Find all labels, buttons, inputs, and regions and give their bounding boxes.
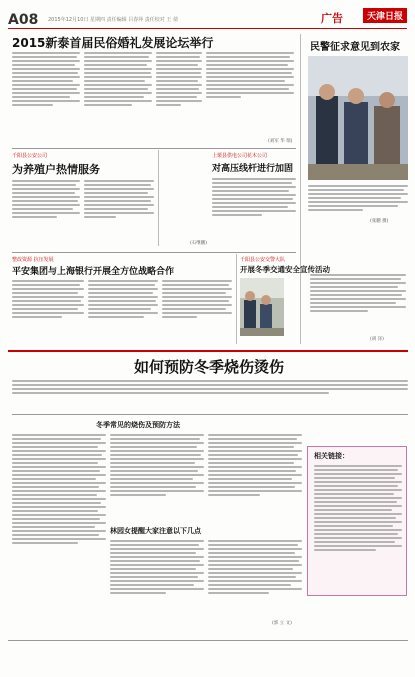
article-body-3b [84, 178, 154, 240]
related-links-title: 相关链接： [314, 452, 349, 460]
traffic-safety-photo [240, 278, 284, 336]
article-title-4: 对高压线杆进行加固 [212, 164, 294, 174]
article-kicker-3: 千阳县公安公司 [12, 153, 48, 159]
article-body-1d [206, 50, 294, 142]
article-kicker-6: 千阳县公安交警大队 [240, 257, 286, 263]
article-body-1c [156, 50, 202, 142]
column-divider [300, 34, 301, 344]
police-visit-photo [308, 56, 408, 180]
article-body-4 [212, 176, 296, 246]
feature-col-4 [110, 538, 204, 618]
feature-top-rule [8, 350, 408, 352]
page-number: A08 [8, 12, 39, 28]
article-body-1b [84, 50, 152, 142]
feature-lead [12, 378, 408, 410]
article-title-2: 民警征求意见到农家 [310, 42, 400, 53]
article-body-5a [12, 278, 84, 340]
section-rule-2 [12, 252, 296, 253]
feature-byline: (郭 立 文) [272, 621, 292, 626]
article-title-6: 开展冬季交通安全宣传活动 [240, 265, 330, 274]
related-links-body [314, 463, 402, 593]
byline-2: (石继鹏) [190, 241, 208, 246]
photo-credit-1: (张鹏 摄) [370, 219, 389, 224]
article-kicker-4: 上栗县供电公司花木公司 [212, 153, 268, 159]
feature-rule [12, 414, 408, 415]
article-title-1: 2015新泰首届民俗婚礼发展论坛举行 [12, 36, 214, 50]
article-body-1a [12, 50, 80, 142]
feature-col-1 [12, 432, 106, 592]
section-rule-1 [12, 148, 296, 149]
column-divider-2 [158, 150, 159, 246]
header-rule [8, 28, 407, 29]
article-title-3: 为养殖户热情服务 [12, 163, 100, 176]
article-title-5: 平安集团与上海银行开展全方位战略合作 [12, 267, 175, 277]
feature-col-2 [110, 432, 204, 522]
article-body-5c [162, 278, 232, 340]
article-kicker-5: 整改资源 抗压发展 [12, 257, 54, 263]
section-label: 广告 [321, 12, 343, 25]
page-bottom-rule [8, 640, 408, 641]
feature-sub-heading-2: 林园女提醒大家注意以下几点 [110, 527, 201, 535]
byline-1: (刘军 华 瑞) [268, 139, 293, 144]
dateline: 2015年12月10日 星期四 责任编辑 吕春萍 责任校对 王 倩 [48, 17, 178, 23]
article-body-6 [310, 272, 406, 313]
photo-caption-1 [308, 183, 408, 212]
feature-title: 如何预防冬季烧伤烫伤 [134, 358, 285, 376]
feature-sub-heading-1: 冬季常见的烧伤及预防方法 [96, 421, 180, 429]
feature-col-5 [208, 538, 302, 618]
brand-logo: 天津日报 [363, 8, 407, 23]
column-divider-3 [236, 254, 237, 344]
byline-3: (胡 泽) [370, 337, 384, 342]
article-body-5b [88, 278, 158, 340]
feature-col-3 [208, 432, 302, 522]
article-body-3a [12, 178, 80, 240]
related-links-box [307, 446, 407, 596]
